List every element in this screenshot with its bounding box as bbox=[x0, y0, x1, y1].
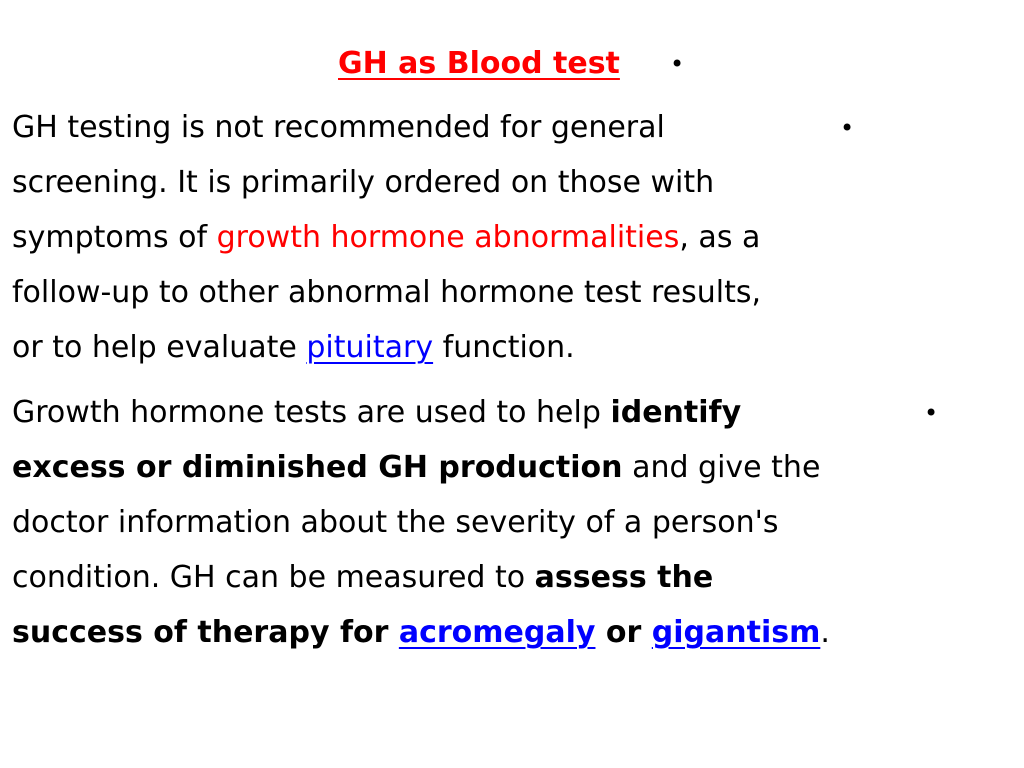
title-bullet: • bbox=[670, 50, 685, 78]
para1-line3-post: , as a bbox=[679, 220, 761, 255]
para1-line3-pre: symptoms of bbox=[12, 220, 217, 255]
para1-line3 bbox=[12, 210, 760, 266]
para1-line5 bbox=[12, 320, 575, 376]
para2-line3: doctor information about the severity of a person's bbox=[12, 505, 779, 540]
para1-line5-post: function. bbox=[433, 330, 575, 365]
para1-line2: screening. It is primarily ordered on those with bbox=[12, 165, 715, 200]
para2-line5-end: . bbox=[820, 615, 830, 650]
para1-line4: follow-up to other abnormal hormone test results, bbox=[12, 275, 762, 310]
para2-line4-pre: condition. GH can be measured to bbox=[12, 560, 535, 595]
para2-line1 bbox=[12, 385, 741, 441]
para2-line2 bbox=[12, 440, 820, 496]
para2-bullet: • bbox=[924, 399, 939, 427]
para1-line5-pre: or to help evaluate bbox=[12, 330, 307, 365]
para2-line2-post: and give the bbox=[622, 450, 821, 485]
para2-line4-bold: assess the bbox=[534, 560, 714, 595]
para2-line4 bbox=[12, 550, 713, 606]
slide-title bbox=[338, 36, 620, 92]
acromegaly-link[interactable]: acromegaly bbox=[398, 615, 596, 650]
title-text: GH as Blood test bbox=[338, 46, 620, 81]
para2-line5 bbox=[12, 605, 830, 661]
para2-line2-bold: excess or diminished GH production bbox=[12, 450, 623, 485]
para2-line1-bold: identify bbox=[610, 395, 742, 430]
para2-line5-or: or bbox=[595, 615, 652, 650]
para1-bullet: • bbox=[840, 114, 855, 142]
growth-hormone-abnormalities-text: growth hormone abnormalities bbox=[216, 220, 680, 255]
para2-line5-bold: success of therapy for bbox=[12, 615, 399, 650]
para1-line1: GH testing is not recommended for general bbox=[12, 110, 665, 145]
gigantism-link[interactable]: gigantism bbox=[651, 615, 821, 650]
para2-line1-pre: Growth hormone tests are used to help bbox=[12, 395, 611, 430]
pituitary-link[interactable]: pituitary bbox=[306, 330, 434, 365]
